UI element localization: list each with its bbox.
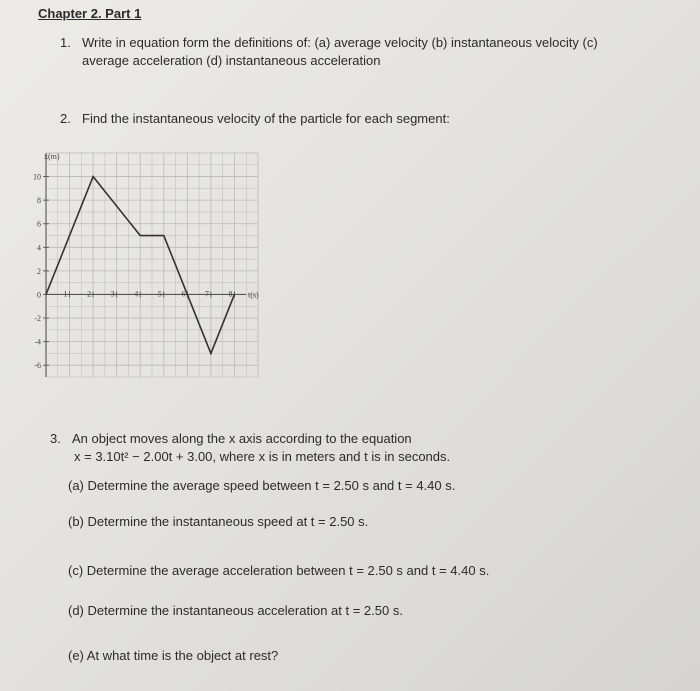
y-tick-label: 6 <box>37 219 41 229</box>
x-tick-label: 4 <box>134 289 139 299</box>
y-tick-label: 4 <box>37 243 41 253</box>
question-3b: (b) Determine the instantaneous speed at t = 2.50 s. <box>68 514 369 529</box>
x-tick-label: 7 <box>204 289 209 299</box>
question-2-number: 2. <box>60 111 71 126</box>
y-tick-label: 0 <box>37 290 41 300</box>
y-tick-label: -2 <box>34 314 41 324</box>
x-tick-label: 2 <box>87 289 92 299</box>
x-tick-label: 6 <box>181 289 186 299</box>
question-3d: (d) Determine the instantaneous acceleration at t = 2.50 s. <box>68 603 403 618</box>
question-3a: (a) Determine the average speed between t = 2.50 s and t = 4.40 s. <box>68 478 456 493</box>
question-2 <box>60 110 620 128</box>
question-3 <box>50 430 650 466</box>
y-axis-label: x(m) <box>44 152 60 161</box>
x-axis-label: t(s) <box>248 290 259 300</box>
question-3e: (e) At what time is the object at rest? <box>68 648 279 663</box>
x-tick-label: 1 <box>63 289 68 299</box>
page-heading: Chapter 2. Part 1 <box>38 6 142 21</box>
question-1-line-1: Write in equation form the definitions of: (a) average velocity (b) instantaneous velocity (c) <box>82 35 598 50</box>
question-3-line-1: An object moves along the x axis according to the equation <box>72 431 412 446</box>
question-3-number: 3. <box>50 431 61 446</box>
y-tick-label: 10 <box>33 172 41 182</box>
graph-grid <box>46 153 258 377</box>
question-1-line-2: average acceleration (d) instantaneous acceleration <box>82 53 381 68</box>
question-1-number: 1. <box>60 35 71 50</box>
question-3c: (c) Determine the average acceleration between t = 2.50 s and t = 4.40 s. <box>68 563 490 578</box>
x-tick-label: 5 <box>157 289 162 299</box>
y-tick-labels <box>33 173 41 371</box>
y-tick-label: 8 <box>37 196 41 206</box>
y-tick-label: 2 <box>37 266 41 276</box>
question-1 <box>60 34 640 70</box>
x-tick-label: 8 <box>228 289 233 299</box>
x-tick-label: 3 <box>110 289 115 299</box>
question-2-text: Find the instantaneous velocity of the particle for each segment: <box>82 111 450 126</box>
question-3-equation: x = 3.10t² − 2.00t + 3.00, where x is in meters and t is in seconds. <box>74 449 451 464</box>
y-tick-label: -4 <box>34 337 41 347</box>
y-tick-label: -6 <box>34 361 41 371</box>
position-time-graph <box>26 145 266 380</box>
